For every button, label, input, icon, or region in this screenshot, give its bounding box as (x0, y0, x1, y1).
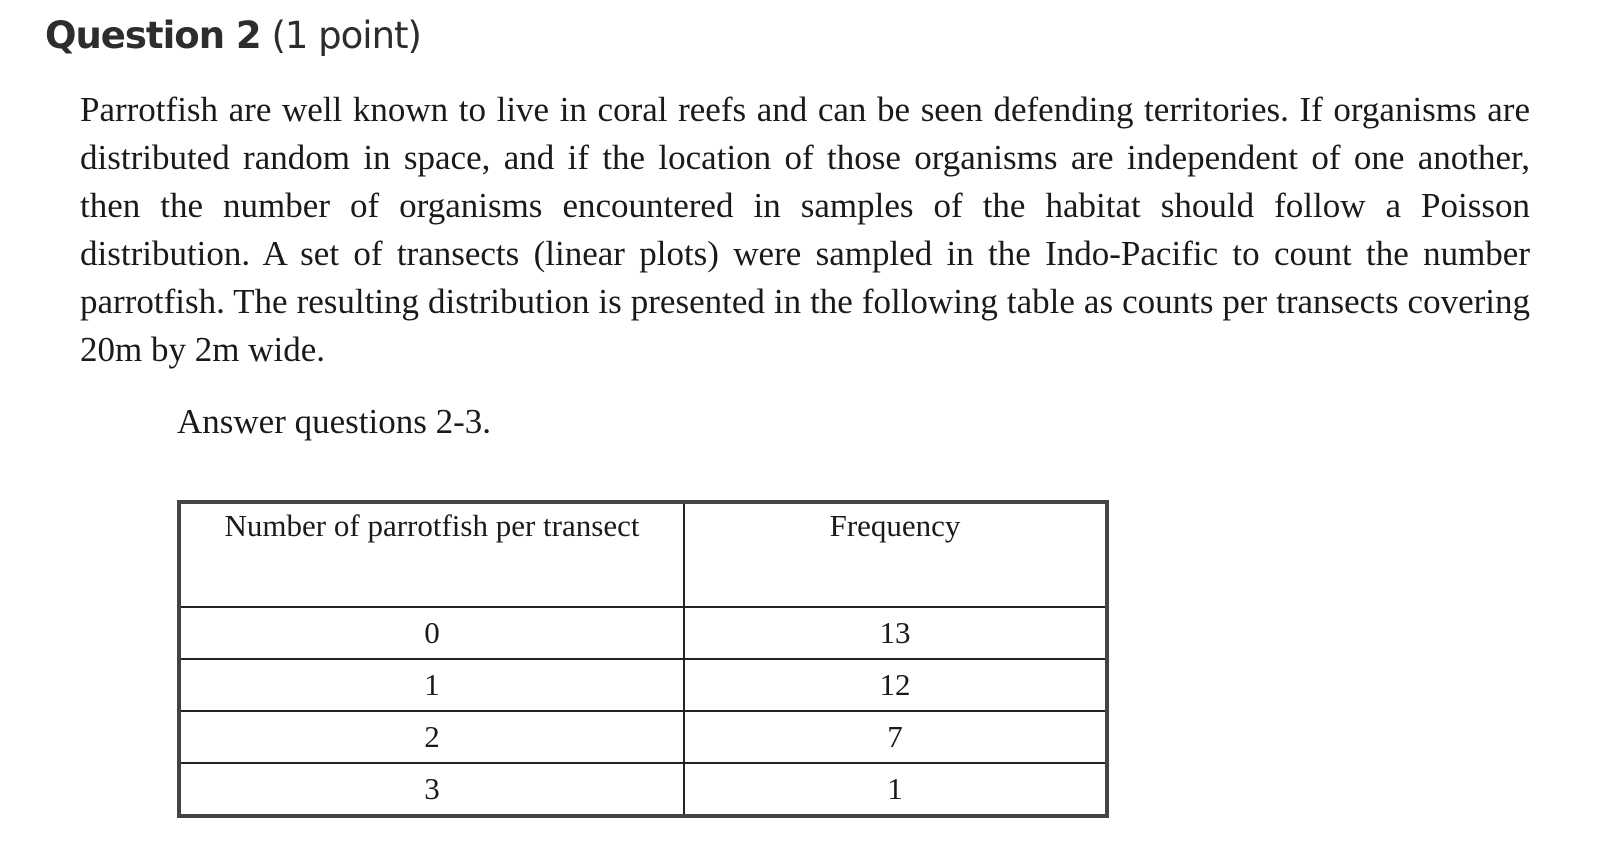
table-row (179, 607, 1107, 659)
cell-frequency: 1 (684, 763, 1107, 816)
table-row (179, 659, 1107, 711)
frequency-table (177, 500, 1109, 818)
cell-frequency: 13 (684, 607, 1107, 659)
question-title: Question 2 (45, 14, 261, 57)
cell-count: 0 (179, 607, 684, 659)
column-header-count: Number of parrotfish per transect (179, 502, 684, 607)
cell-frequency: 12 (684, 659, 1107, 711)
cell-count: 3 (179, 763, 684, 816)
question-passage: Parrotfish are well known to live in coral reefs and can be seen defending territories. If organisms are distributed random in space, and if the location of those organisms are independent of one another, then the number of organisms encountered in samples of the habitat should follow a Poisson distribution. A set of transects (linear plots) were sampled in the Indo-Pacific to count the number parrotfish. The resulting distribution is presented in the following table as counts per transects covering 20m by 2m wide. (80, 90, 1530, 369)
cell-count: 2 (179, 711, 684, 763)
question-points: (1 point) (271, 14, 421, 57)
table-header-row (179, 502, 1107, 607)
table-row (179, 711, 1107, 763)
cell-count: 1 (179, 659, 684, 711)
instruction-text: Answer questions 2-3. (177, 402, 491, 441)
column-header-frequency: Frequency (684, 502, 1107, 607)
table-row (179, 763, 1107, 816)
cell-frequency: 7 (684, 711, 1107, 763)
question-header (45, 14, 421, 57)
